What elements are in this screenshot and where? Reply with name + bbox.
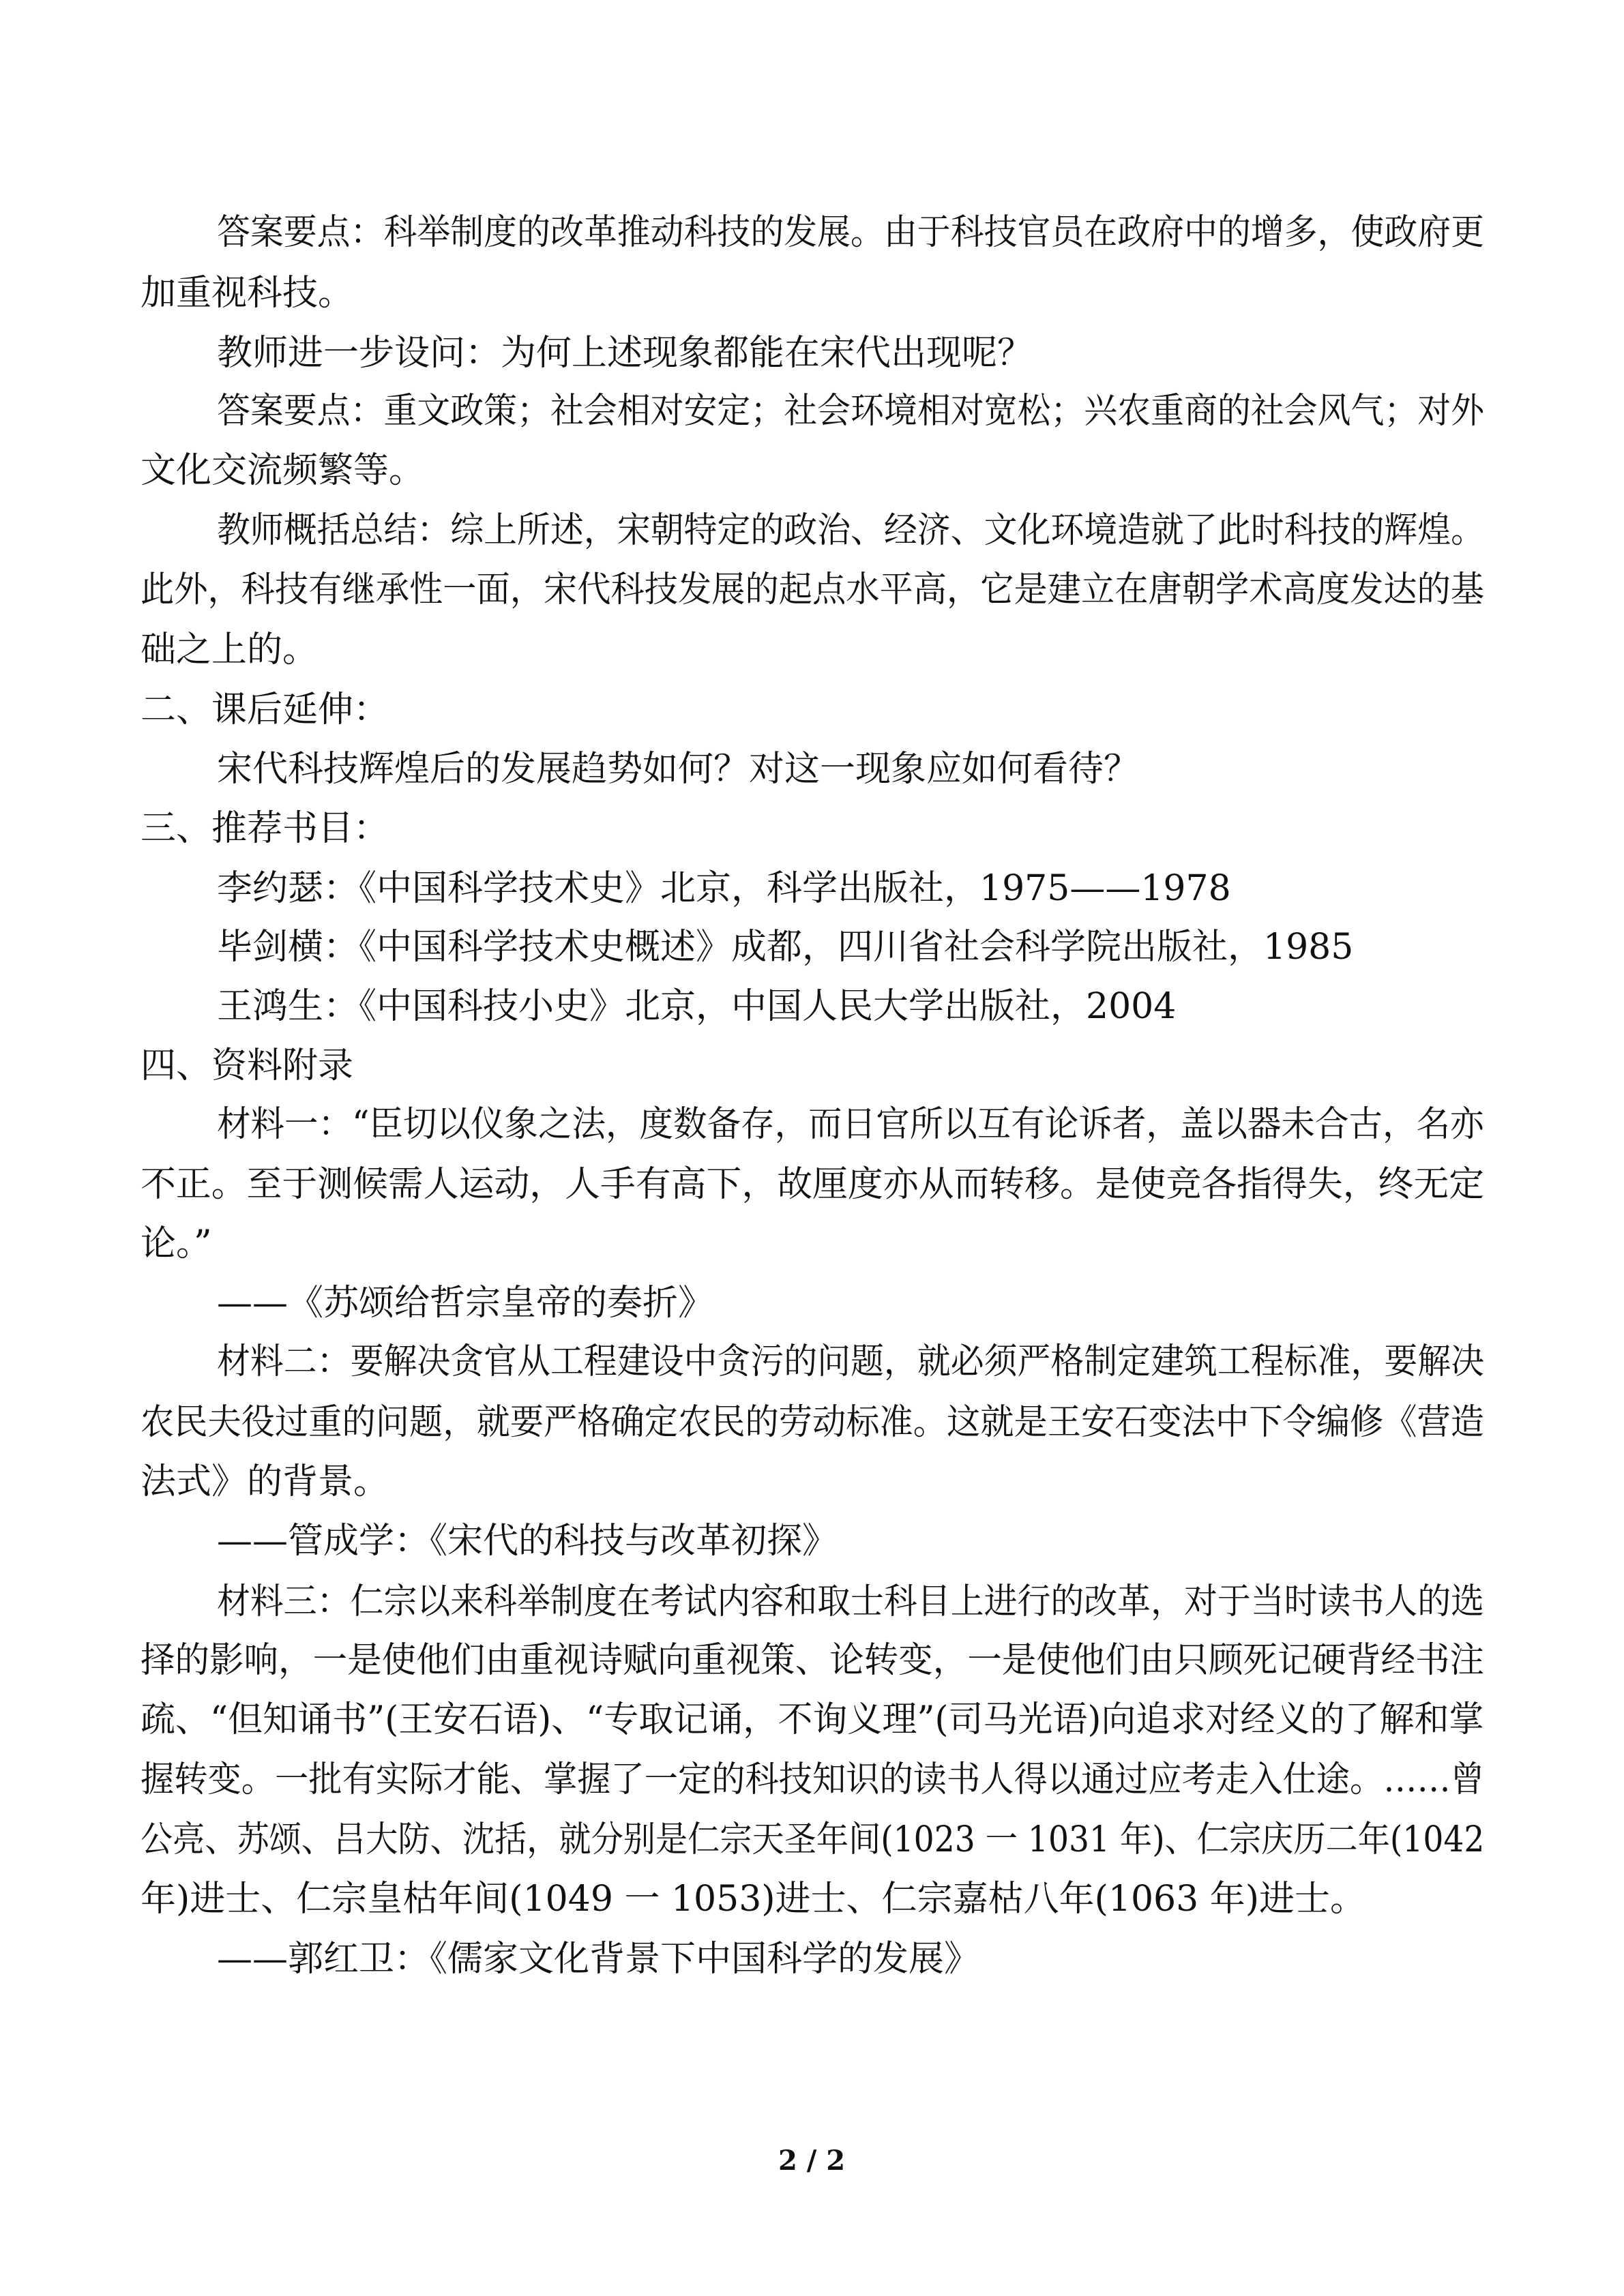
text-line: 李约瑟：《中国科学技术史》北京，科学出版社，1975——1978: [217, 868, 1231, 909]
text-line: 三、推荐书目：: [141, 808, 389, 849]
text-line: 四、资料附录: [141, 1045, 354, 1086]
text-line: 公亮、苏颂、吕大防、沈括，就分别是仁宗天圣年间(1023 一 1031 年)、仁宗庆历二年(1042: [141, 1819, 1485, 1860]
text-line: 础之上的。: [141, 629, 319, 670]
page-number: 2 / 2: [778, 2145, 846, 2177]
text-line: 加重视科技。: [141, 273, 354, 314]
text-line: ——管成学：《宋代的科技与改革初探》: [217, 1521, 838, 1562]
text-line: 二、课后延伸：: [141, 689, 389, 730]
text-line: 答案要点：科举制度的改革推动科技的发展。由于科技官员在政府中的增多，使政府更: [217, 212, 1485, 253]
text-line: 农民夫役过重的问题，就要严格确定农民的劳动标准。这就是王安石变法中下令编修《营造: [141, 1402, 1484, 1443]
text-line: 此外，科技有继承性一面，宋代科技发展的起点水平高，它是建立在唐朝学术高度发达的基: [141, 569, 1484, 610]
text-line: ——郭红卫：《儒家文化背景下中国科学的发展》: [217, 1939, 980, 1980]
text-line: 毕剑横：《中国科学技术史概述》成都，四川省社会科学院出版社，1985: [217, 927, 1354, 968]
text-line: 不正。至于测候需人运动，人手有高下，故厘度亦从而转移。是使竞各指得失，终无定: [141, 1164, 1485, 1205]
text-line: 答案要点：重文政策；社会相对安定；社会环境相对宽松；兴农重商的社会风气；对外: [217, 391, 1485, 432]
text-line: 握转变。一批有实际才能、掌握了一定的科技知识的读书人得以通过应考走入仕途。……曾: [141, 1759, 1484, 1800]
text-line: 王鸿生：《中国科技小史》北京，中国人民大学出版社，2004: [217, 986, 1177, 1027]
text-line: 教师进一步设问：为何上述现象都能在宋代出现呢？: [217, 333, 1033, 374]
text-line: 疏、“但知诵书”(王安石语)、“专取记诵，不询义理”(司马光语)向追求对经义的了解和掌: [141, 1699, 1484, 1740]
text-line: 择的影响，一是使他们由重视诗赋向重视策、论转变，一是使他们由只顾死记硬背经书注: [141, 1640, 1485, 1681]
text-line: 教师概括总结：综上所述，宋朝特定的政治、经济、文化环境造就了此时科技的辉煌。: [217, 510, 1485, 551]
text-line: 宋代科技辉煌后的发展趋势如何？对这一现象应如何看待？: [217, 749, 1140, 790]
text-line: 材料一：“臣切以仪象之法，度数备存，而日官所以互有论诉者，盖以器未合古，名亦: [217, 1104, 1484, 1145]
text-line: 材料二：要解决贪官从工程建设中贪污的问题，就必须严格制定建筑工程标准，要解决: [217, 1341, 1485, 1382]
text-line: 文化交流频繁等。: [141, 450, 425, 491]
text-line: 论。”: [141, 1223, 212, 1264]
text-line: 年)进士、仁宗皇枯年间(1049 一 1053)进士、仁宗嘉枯八年(1063 年)进士。: [141, 1879, 1366, 1920]
text-line: 法式》的背景。: [141, 1461, 389, 1502]
text-line: ——《苏颂给哲宗皇帝的奏折》: [217, 1283, 714, 1324]
text-line: 材料三：仁宗以来科举制度在考试内容和取士科目上进行的改革，对于当时读书人的选: [217, 1581, 1485, 1622]
